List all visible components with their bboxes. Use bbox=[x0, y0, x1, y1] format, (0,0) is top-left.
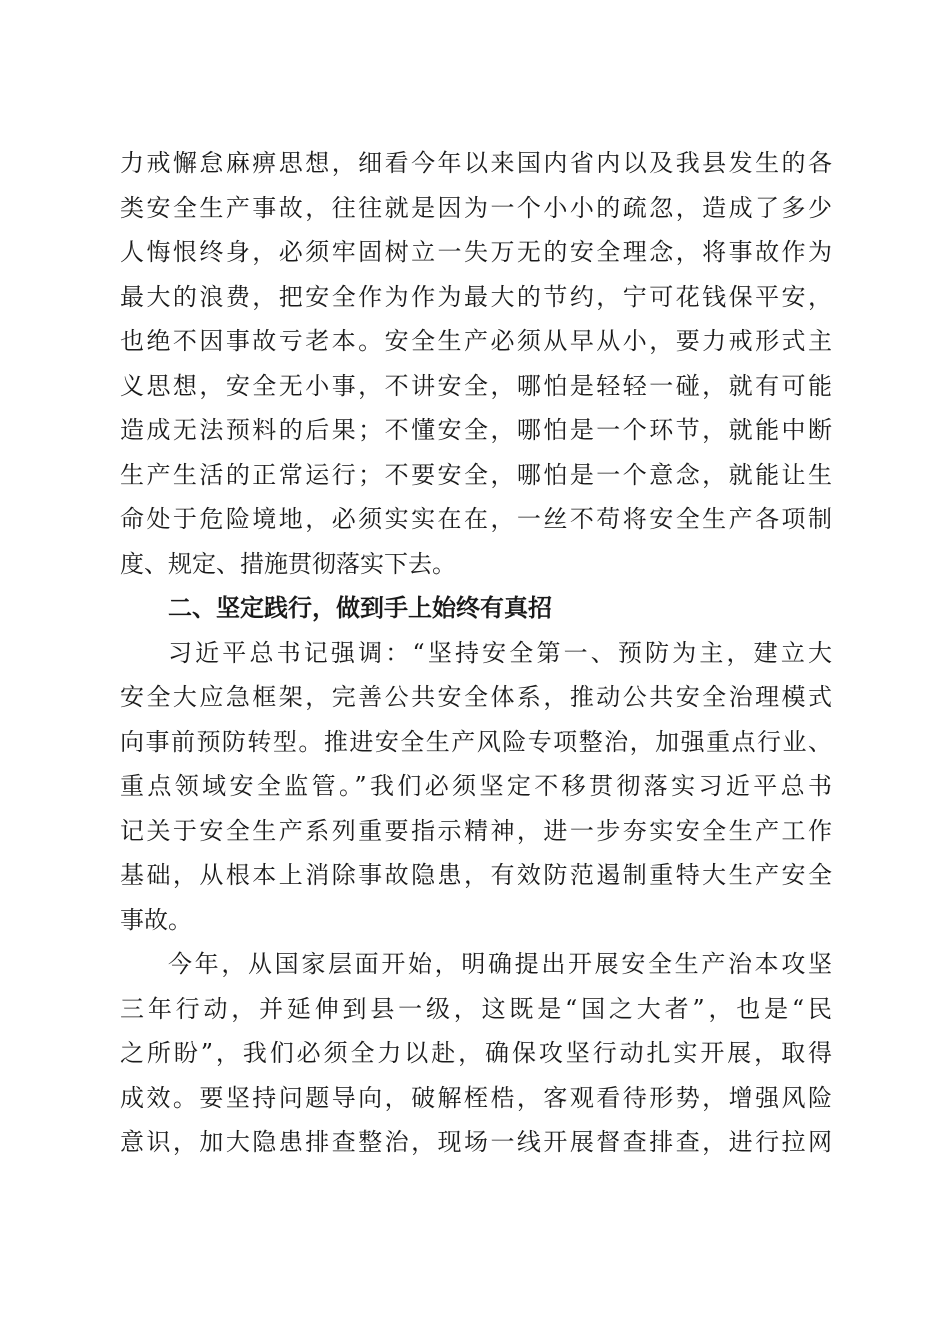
text-line: 生产生活的正常运行；不要安全，哪怕是一个意念，就能让生 bbox=[120, 460, 832, 489]
text-line: 基础，从根本上消除事故隐患，有效防范遏制重特大生产安全 bbox=[120, 861, 832, 889]
heading-text: 二、坚定践行，做到手上始终有真招 bbox=[168, 594, 552, 622]
text-line: 力戒懈怠麻痹思想，细看今年以来国内省内以及我县发生的各 bbox=[120, 149, 832, 177]
text-line: 最大的浪费，把安全作为作为最大的节约，宁可花钱保平安， bbox=[120, 282, 832, 311]
text-line: 之所盼”，我们必须全力以赴，确保攻坚行动扎实开展，取得 bbox=[120, 1039, 832, 1067]
text-line: 成效。要坚持问题导向，破解桎梏，客观看待形势，增强风险 bbox=[120, 1083, 832, 1112]
text-line: 记关于安全生产系列重要指示精神，进一步夯实安全生产工作 bbox=[120, 816, 832, 845]
text-line: 事故。 bbox=[120, 905, 192, 934]
text-line: 人悔恨终身，必须牢固树立一失万无的安全理念，将事故作为 bbox=[120, 238, 832, 266]
text-line: 类安全生产事故，往往就是因为一个小小的疏忽，造成了多少 bbox=[120, 193, 832, 222]
text-line: 三年行动，并延伸到县一级，这既是“国之大者”，也是“民 bbox=[120, 994, 832, 1023]
text-line: 重点领域安全监管。”我们必须坚定不移贯彻落实习近平总书 bbox=[120, 772, 832, 800]
text-line: 造成无法预料的后果；不懂安全，哪怕是一个环节，就能中断 bbox=[120, 416, 832, 444]
paragraph-3 bbox=[120, 942, 832, 1165]
text-line: 今年，从国家层面开始，明确提出开展安全生产治本攻坚 bbox=[168, 950, 832, 978]
text-line: 习近平总书记强调：“坚持安全第一、预防为主，建立大 bbox=[168, 638, 832, 667]
section-heading bbox=[120, 586, 832, 631]
text-line: 也绝不因事故亏老本。安全生产必须从早从小，要力戒形式主 bbox=[120, 327, 832, 355]
text-line: 度、规定、措施贯彻落实下去。 bbox=[120, 549, 456, 578]
text-line: 意识，加大隐患排查整治，现场一线开展督查排查，进行拉网 bbox=[120, 1128, 832, 1156]
text-line: 义思想，安全无小事，不讲安全，哪怕是轻轻一碰，就有可能 bbox=[120, 371, 832, 400]
document-body bbox=[120, 141, 832, 1165]
paragraph-2 bbox=[120, 631, 832, 943]
text-line: 安全大应急框架，完善公共安全体系，推动公共安全治理模式 bbox=[120, 683, 832, 711]
text-line: 命处于危险境地，必须实实在在，一丝不苟将安全生产各项制 bbox=[120, 505, 832, 533]
paragraph-1 bbox=[120, 141, 832, 586]
text-line: 向事前预防转型。推进安全生产风险专项整治，加强重点行业、 bbox=[120, 727, 832, 756]
